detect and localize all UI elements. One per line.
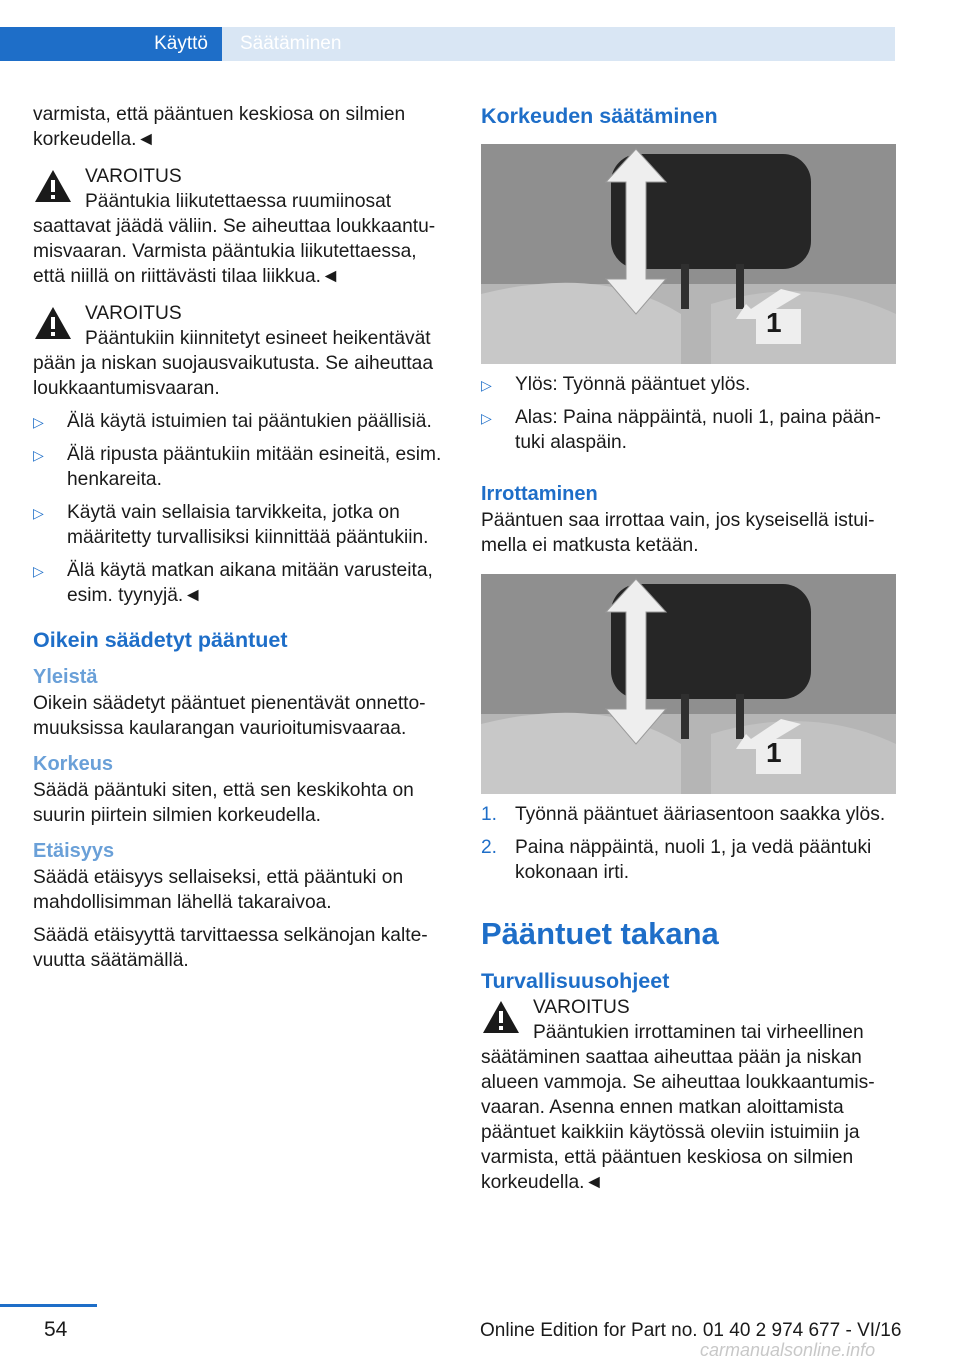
warning-text-rest: saattavat jäädä väliin. Se aiheuttaa loukkaantumisvaaran. Varmista pääntukia liikutettaessa, että niillä on riittävästi tilaa liikkua.◄ [33,216,436,287]
subsection-heading: Korkeus [33,753,114,775]
section-heading: Oikein säädetyt pääntuet [33,628,288,652]
headrest-illustration [481,574,896,794]
list-item [481,835,896,885]
warning-block [33,164,448,289]
warning-text: Pääntukia liikutettaessa ruumiinosat [85,191,392,212]
warning-triangle-icon [33,168,73,204]
warning-block [33,301,448,401]
left-column [33,102,448,973]
paragraph: varmista, että pääntuen keskiosa on silmien korkeudella.◄ [33,104,406,150]
list-number: 1. [481,804,498,825]
bullet-list [481,372,896,455]
list-item: ▷ Alas: Paina näppäintä, nuoli 1, paina pääntuki alaspäin. [481,405,896,455]
tab-kaytto[interactable] [0,27,222,61]
warning-title: VAROITUS [533,997,630,1018]
headrest-figure [481,574,896,794]
list-item: ▷ Käytä vain sellaisia tarvikkeita, jotka on määritetty turvallisiksi kiinnittää pääntukiin. [33,500,448,550]
bullet-list [33,409,448,608]
list-item: ▷ Älä ripusta pääntukiin mitään esineitä, esim. henkareita. [33,442,448,492]
warning-text-rest: säätäminen saattaa aiheuttaa pään ja niskan alueen vammoja. Se aiheuttaa loukkaantumisvaaran. Asenna ennen matkan aloittamista pääntuet kaikkiin käytössä oleviin istuimiin ja varmista, että pääntuen keskiosa on silmien korkeudella.◄ [481,1047,875,1193]
watermark: carmanualsonline.info [700,1340,876,1360]
figure-callout: 1 [766,307,782,338]
section-heading: Korkeuden säätäminen [481,104,718,128]
tab-saataminen[interactable] [222,27,895,61]
edition-text: Online Edition for Part no. 01 40 2 974 677 - VI/16 [480,1320,902,1341]
list-item: ▷ Ylös: Työnnä pääntuet ylös. [481,372,896,397]
list-item [481,802,896,827]
tab-kaytto-label: Käyttö [154,33,208,54]
warning-text-rest: pään ja niskan suojausvaikutusta. Se aiheuttaa loukkaantumisvaaran. [33,353,434,399]
tab-saataminen-label: Säätäminen [240,33,342,54]
paragraph: Pääntuen saa irrottaa vain, jos kyseisellä istuimella ei matkusta ketään. [481,510,875,556]
paragraph: Oikein säädetyt pääntuet pienentävät onnettomuuksissa kaularangan vaurioitumisvaaraa. [33,693,426,739]
headrest-figure [481,144,896,364]
subsection-heading: Etäisyys [33,840,115,862]
numbered-list [481,802,896,885]
page-header [0,27,895,61]
footer-rule [0,1304,97,1307]
list-item: ▷ Älä käytä matkan aikana mitään varusteita, esim. tyynyjä.◄ [33,558,448,608]
right-column [481,102,896,1195]
subsection-heading: Yleistä [33,666,98,688]
warning-triangle-icon [33,305,73,341]
warning-text: Pääntukiin kiinnitetyt esineet heikentävät [85,328,431,349]
list-item-text: Paina näppäintä, nuoli 1, ja vedä pääntuki kokonaan irti. [515,837,872,883]
paragraph: Säädä etäisyyttä tarvittaessa selkänojan kaltevuutta säätämällä. [33,925,428,971]
paragraph: Säädä etäisyys sellaiseksi, että pääntuki on mahdollisimman lähellä takaraivoa. [33,867,404,913]
warning-title: VAROITUS [85,303,182,324]
subsection-heading: Irrottaminen [481,483,598,505]
page-number: 54 [44,1318,68,1341]
warning-text: Pääntukien irrottaminen tai virheellinen [533,1022,864,1043]
list-item: ▷ Älä käytä istuimien tai pääntukien päällisiä. [33,409,448,434]
list-item-text: Työnnä pääntuet ääriasentoon saakka ylös. [515,804,886,825]
warning-title: VAROITUS [85,166,182,187]
warning-triangle-icon [481,999,521,1035]
chapter-heading: Pääntuet takana [481,916,719,951]
section-heading: Turvallisuusohjeet [481,969,670,993]
figure-callout: 1 [766,737,782,768]
headrest-illustration [481,144,896,364]
paragraph: Säädä pääntuki siten, että sen keskikohta on suurin piirtein silmien korkeudella. [33,780,414,826]
list-number: 2. [481,837,498,858]
warning-block [481,995,896,1195]
